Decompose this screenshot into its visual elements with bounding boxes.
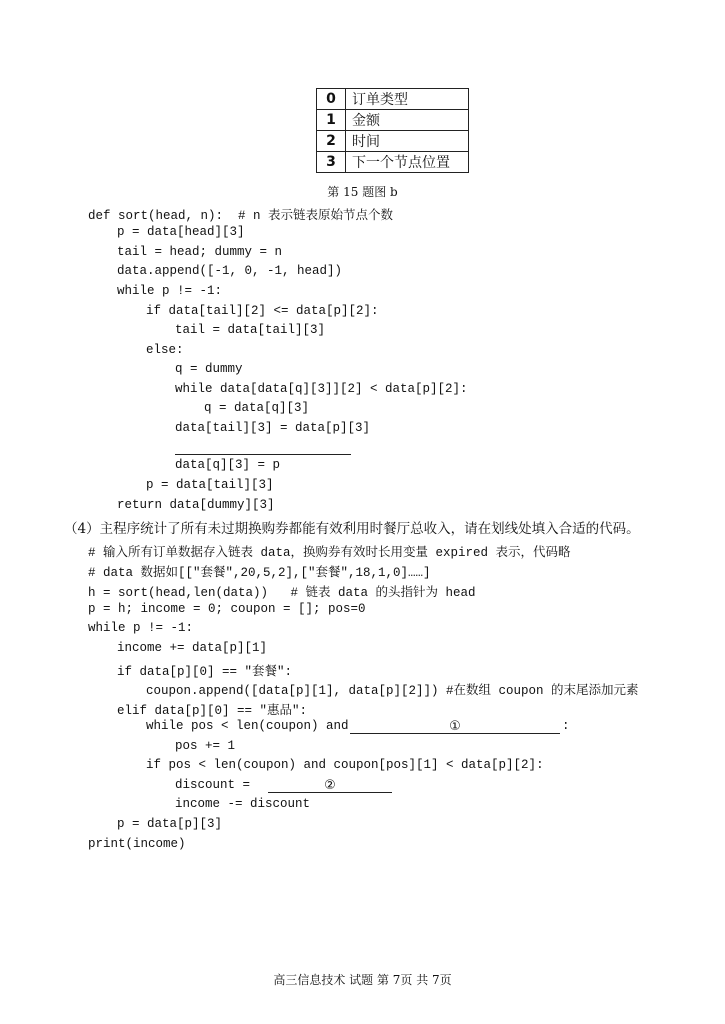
figure-caption: 第 15 题图 b xyxy=(327,185,398,199)
field-index: 0 xyxy=(317,89,346,110)
code-line: q = dummy xyxy=(175,362,243,376)
code-line: while p != -1: xyxy=(117,284,223,298)
code-line: data[q][3] = p xyxy=(175,458,281,472)
page-footer: 高三信息技术 试题 第 7页 共 7页 xyxy=(273,973,452,987)
table-row xyxy=(317,110,469,131)
code-line: p = data[head][3] xyxy=(117,225,245,239)
answer-blank-1[interactable]: ① xyxy=(350,719,560,734)
code-line: p = h; income = 0; coupon = []; pos=0 xyxy=(88,602,366,616)
code-line: pos += 1 xyxy=(175,739,236,753)
field-name: 时间 xyxy=(346,131,469,152)
code-line: if pos < len(coupon) and coupon[pos][1] < data[p][2]: xyxy=(146,758,544,772)
code-line: while pos < len(coupon) and xyxy=(146,719,349,733)
code-line: else: xyxy=(146,343,184,357)
field-name: 下一个节点位置 xyxy=(346,152,469,173)
code-line: if data[tail][2] <= data[p][2]: xyxy=(146,304,379,318)
code-line: income -= discount xyxy=(175,797,311,811)
code-comment: # 输入所有订单数据存入链表 data，换购券有效时长用变量 expired 表示，代码略 xyxy=(88,546,571,560)
code-line: print(income) xyxy=(88,837,186,851)
code-line: def sort(head, n): # n 表示链表原始节点个数 xyxy=(88,209,394,223)
code-line: income += data[p][1] xyxy=(117,641,268,655)
code-line: tail = data[tail][3] xyxy=(175,323,326,337)
code-line: elif data[p][0] == "惠品": xyxy=(117,704,308,718)
code-line: h = sort(head,len(data)) # 链表 data 的头指针为 head xyxy=(88,586,476,600)
code-comment: # data 数据如[["套餐",20,5,2],["套餐",18,1,0]……] xyxy=(88,566,431,580)
code-line: p = data[p][3] xyxy=(117,817,223,831)
code-line: while p != -1: xyxy=(88,621,194,635)
field-name: 金额 xyxy=(346,110,469,131)
code-line: q = data[q][3] xyxy=(204,401,310,415)
answer-blank[interactable] xyxy=(175,440,351,455)
field-index: 2 xyxy=(317,131,346,152)
field-name: 订单类型 xyxy=(346,89,469,110)
answer-blank-2[interactable]: ② xyxy=(268,778,392,793)
code-line: coupon.append([data[p][1], data[p][2]]) #在数组 coupon 的末尾添加元素 xyxy=(146,684,639,698)
code-line: if data[p][0] == "套餐": xyxy=(117,665,293,679)
table-row xyxy=(317,131,469,152)
code-line: data[tail][3] = data[p][3] xyxy=(175,421,371,435)
question-4-text: （4）主程序统计了所有未过期换购券都能有效利用时餐厅总收入，请在划线处填入合适的代码。 xyxy=(64,521,640,537)
field-index: 1 xyxy=(317,110,346,131)
field-index: 3 xyxy=(317,152,346,173)
table-row xyxy=(317,152,469,173)
table-row xyxy=(317,89,469,110)
code-colon: : xyxy=(562,719,570,733)
code-line: tail = head; dummy = n xyxy=(117,245,283,259)
code-line: discount = xyxy=(175,778,251,792)
node-field-table xyxy=(316,88,469,173)
code-line: while data[data[q][3]][2] < data[p][2]: xyxy=(175,382,468,396)
code-line: return data[dummy][3] xyxy=(117,498,275,512)
code-line: data.append([-1, 0, -1, head]) xyxy=(117,264,343,278)
code-line: p = data[tail][3] xyxy=(146,478,274,492)
